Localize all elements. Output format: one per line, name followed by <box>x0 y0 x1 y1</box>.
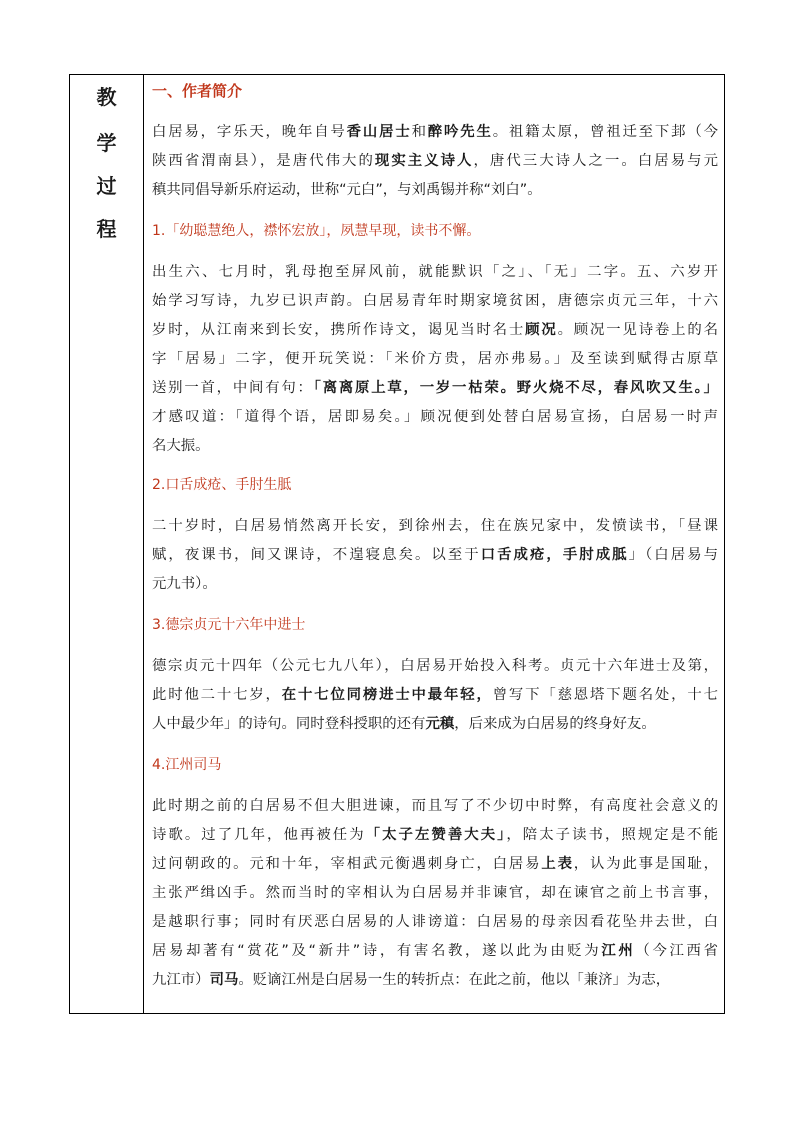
side-label-char: 学 <box>96 131 117 155</box>
text-line: 陕西省渭南县），是唐代伟大的现实主义诗人，唐代三大诗人之一。白居易与元 <box>152 153 718 169</box>
text-line: 此时他二十七岁，在十七位同榜进士中最年轻，曾写下「慈恩塔下题名处，十七 <box>152 687 718 703</box>
bold-text: 元稹 <box>425 716 455 732</box>
subheading-4: 4.江州司马 <box>152 757 222 773</box>
text-line: 过问朝政的。元和十年，宰相武元衡遇刺身亡，白居易上表，认为此事是国耻， <box>152 856 718 872</box>
bold-text: 司马 <box>209 972 239 988</box>
side-label-char: 程 <box>96 217 117 241</box>
text-line: 岁时，从江南来到长安，携所作诗文，谒见当时名士顾况。顾况一见诗卷上的名 <box>152 322 718 338</box>
subheading-2: 2.口舌成疮、手肘生胝 <box>152 477 292 493</box>
text-line: 德宗贞元十四年（公元七九八年），白居易开始投入科考。贞元十六年进士及第， <box>152 658 718 674</box>
subheading-1: 1.「幼聪慧绝人，襟怀宏放」，夙慧早现，读书不懈。 <box>152 223 481 239</box>
text-line: 诗歌。过了几年，他再被任为「太子左赞善大夫」，陪太子读书，照规定是不能 <box>152 827 718 843</box>
bold-text: 江州 <box>601 943 636 959</box>
text-line: 始学习写诗，九岁已识声韵。白居易青年时期家境贫困，唐德宗贞元三年，十六 <box>152 293 718 309</box>
text-line: 稹共同倡导新乐府运动，世称“元白”，与刘禹锡并称“刘白”。 <box>152 182 542 198</box>
text-line: 人中最少年」的诗句。同时登科授职的还有元稹，后来成为白居易的终身好友。 <box>152 716 656 732</box>
text-line: 此时期之前的白居易不但大胆进谏，而且写了不少切中时弊，有高度社会意义的 <box>152 798 718 814</box>
text-line: 九江市）司马。贬谪江州是白居易一生的转折点：在此之前，他以「兼济」为志， <box>152 972 671 988</box>
section-title-author-intro: 一、作者简介 <box>152 82 243 100</box>
paragraph-intro <box>152 118 718 205</box>
lesson-table <box>69 74 725 1014</box>
text-line: 二十岁时，白居易悄然离开长安，到徐州去，住在族兄家中，发愤读书，「昼课 <box>152 518 718 534</box>
paragraph-2 <box>152 512 718 599</box>
text-line: 元九书）。 <box>152 576 217 592</box>
text-line: 送别一首，中间有句：「离离原上草，一岁一枯荣。野火烧不尽，春风吹又生。」 <box>152 380 718 396</box>
subheading-3: 3.德宗贞元十六年中进士 <box>152 617 306 633</box>
paragraph-4 <box>152 792 718 995</box>
text-line: 名大振。 <box>152 438 210 454</box>
bold-text: 在十七位同榜进士中最年轻， <box>281 687 493 703</box>
bold-text: 香山居士 <box>346 124 412 140</box>
column-divider <box>143 75 144 1013</box>
paragraph-1 <box>152 258 718 461</box>
bold-text: 「离离原上草，一岁一枯荣。野火烧不尽，春风吹又生。」 <box>313 380 718 396</box>
text-line: 是越职行事；同时有厌恶白居易的人诽谤道：白居易的母亲因看花坠井去世，白 <box>152 914 718 930</box>
bold-text: 上表 <box>541 856 574 872</box>
text-line: 赋，夜课书，间又课诗，不遑寝息矣。以至于口舌成疮，手肘成胝」（白居易与 <box>152 547 718 563</box>
text-line: 主张严缉凶手。然而当时的宰相认为白居易并非谏官，却在谏官之前上书言事， <box>152 885 718 901</box>
side-label-char: 教 <box>96 85 117 109</box>
bold-text: 「太子左赞善大夫」 <box>365 827 507 843</box>
bold-text: 醉吟先生 <box>427 124 493 140</box>
side-label-char: 过 <box>96 174 117 198</box>
text-line: 白居易，字乐天，晚年自号香山居士和醉吟先生。祖籍太原，曾祖迁至下邽（今 <box>152 124 718 140</box>
bold-text: 现实主义诗人 <box>374 153 474 169</box>
paragraph-3 <box>152 652 718 739</box>
bold-text: 顾况 <box>525 322 558 338</box>
text-line: 居易却著有“赏花”及“新井”诗，有害名教，遂以此为由贬为江州（今江西省 <box>152 943 718 959</box>
text-line: 才感叹道：「道得个语，居即易矣。」顾况便到处替白居易宣扬，白居易一时声 <box>152 409 718 425</box>
text-line: 出生六、七月时，乳母抱至屏风前，就能默识「之」、「无」二字。五、六岁开 <box>152 264 718 280</box>
text-line: 字「居易」二字，便开玩笑说：「米价方贵，居亦弗易。」及至读到赋得古原草 <box>152 351 718 367</box>
bold-text: 口舌成疮，手肘成胝 <box>480 547 629 563</box>
